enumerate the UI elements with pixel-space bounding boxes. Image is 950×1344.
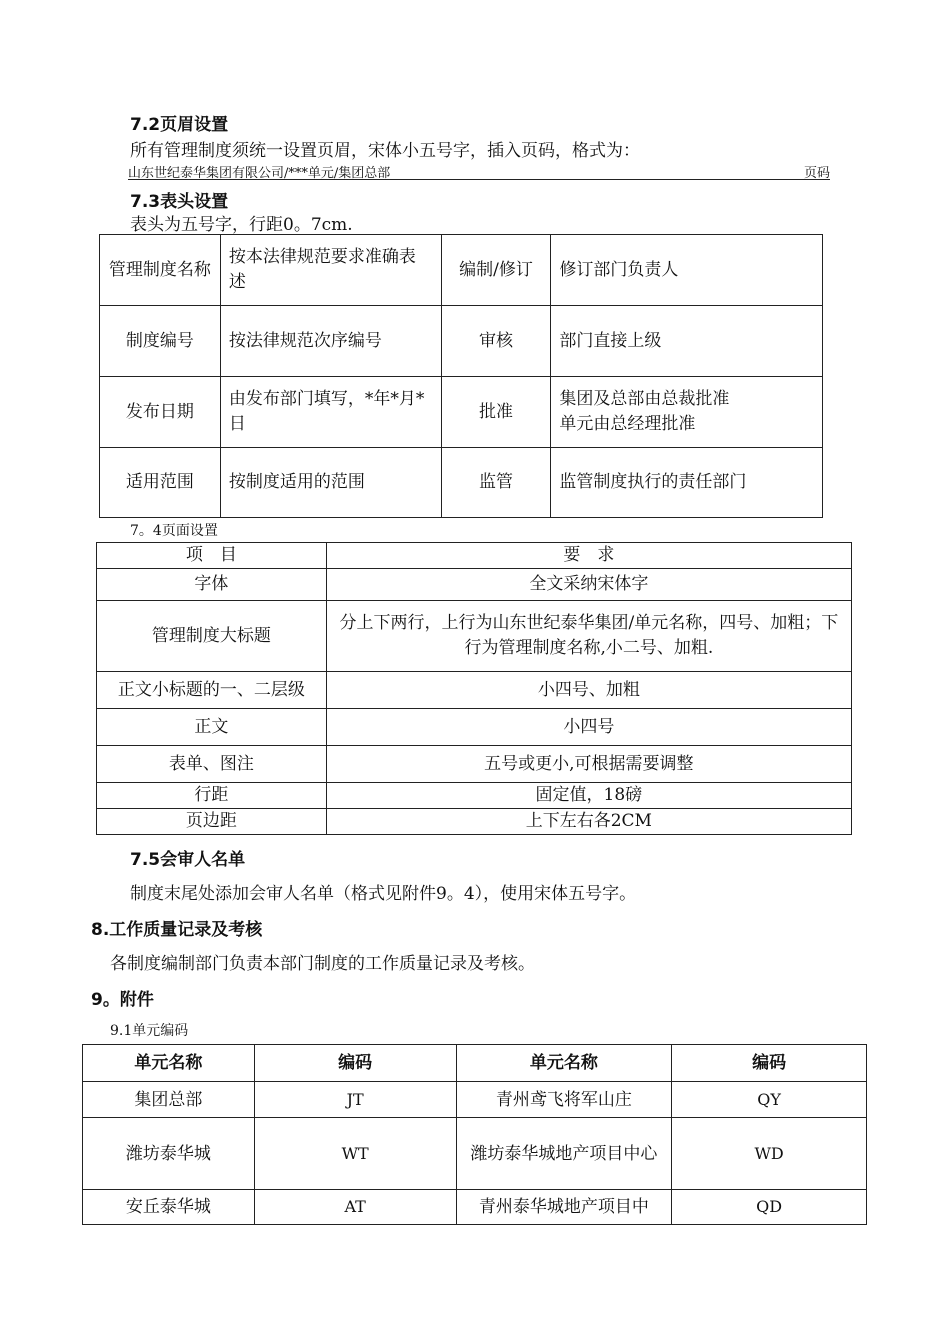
table-cell: 审核 (441, 306, 551, 377)
table-row (97, 672, 852, 709)
table-cell: 按本法律规范要求准确表述 (220, 235, 441, 306)
table-cell: 全文采纳宋体字 (326, 569, 851, 601)
table-cell: AT (254, 1190, 456, 1225)
table-cell: 按法律规范次序编号 (220, 306, 441, 377)
table-cell: 青州鸢飞将军山庄 (456, 1082, 672, 1118)
table-header-row (97, 543, 852, 569)
table-cell: 部门直接上级 (551, 306, 823, 377)
section-9-1-title: 9.1单元编码 (110, 1023, 189, 1039)
table-cell: 字体 (97, 569, 327, 601)
table-cell: 修订部门负责人 (551, 235, 823, 306)
table-cell: JT (254, 1082, 456, 1118)
table-row (83, 1118, 867, 1190)
section-7-2-title: 7.2页眉设置 (130, 115, 229, 135)
table-cell: 批准 (441, 377, 551, 448)
section-8-title: 8.工作质量记录及考核 (91, 920, 263, 940)
table-row (97, 783, 852, 809)
table-cell: QY (672, 1082, 867, 1118)
header-example-left: 山东世纪泰华集团有限公司/***单元/集团总部 (128, 166, 391, 181)
table-header-cell: 编码 (672, 1045, 867, 1082)
table-header-cell: 单元名称 (456, 1045, 672, 1082)
table-cell: 小四号 (326, 709, 851, 746)
section-7-4-title: 7。4页面设置 (130, 523, 218, 539)
header-format-table (99, 234, 823, 518)
header-example-right: 页码 (803, 166, 830, 181)
table-row (97, 746, 852, 783)
table-cell: 制度编号 (100, 306, 221, 377)
table-row (97, 601, 852, 672)
table-row (83, 1190, 867, 1225)
table-cell: 由发布部门填写，*年*月*日 (220, 377, 441, 448)
table-header-cell: 要 求 (326, 543, 851, 569)
section-7-5-body: 制度末尾处添加会审人名单（格式见附件9。4），使用宋体五号字。 (130, 884, 637, 904)
table-row (97, 809, 852, 835)
section-7-3-title: 7.3表头设置 (130, 192, 229, 212)
table-cell: QD (672, 1190, 867, 1225)
section-9-title: 9。附件 (91, 990, 154, 1010)
table-cell: 潍坊泰华城 (83, 1118, 255, 1190)
table-cell: 固定值，18磅 (326, 783, 851, 809)
table-row (97, 569, 852, 601)
table-cell: 集团总部 (83, 1082, 255, 1118)
table-cell: 正文小标题的一、二层级 (97, 672, 327, 709)
section-7-2-body: 所有管理制度须统一设置页眉，宋体小五号字，插入页码，格式为： (130, 141, 640, 161)
unit-code-table (82, 1044, 867, 1225)
table-cell: 表单、图注 (97, 746, 327, 783)
header-example (128, 161, 830, 180)
table-cell: 页边距 (97, 809, 327, 835)
page-setup-table (96, 542, 852, 835)
table-row (83, 1082, 867, 1118)
table-cell: 潍坊泰华城地产项目中心 (456, 1118, 672, 1190)
table-header-cell: 编码 (254, 1045, 456, 1082)
table-cell: 小四号、加粗 (326, 672, 851, 709)
table-cell: 五号或更小,可根据需要调整 (326, 746, 851, 783)
section-8-body: 各制度编制部门负责本部门制度的工作质量记录及考核。 (110, 954, 535, 974)
table-cell: 管理制度大标题 (97, 601, 327, 672)
section-7-3-body: 表头为五号字，行距0。7cm. (130, 215, 353, 235)
table-cell: WD (672, 1118, 867, 1190)
table-header-cell: 项 目 (97, 543, 327, 569)
table-cell: 上下左右各2CM (326, 809, 851, 835)
table-cell: WT (254, 1118, 456, 1190)
table-cell: 分上下两行，上行为山东世纪泰华集团/单元名称，四号、加粗；下行为管理制度名称,小二号、加粗. (326, 601, 851, 672)
table-cell: 安丘泰华城 (83, 1190, 255, 1225)
table-cell: 按制度适用的范围 (220, 448, 441, 518)
table-cell: 编制/修订 (441, 235, 551, 306)
table-cell: 行距 (97, 783, 327, 809)
table-header-row (83, 1045, 867, 1082)
table-cell: 集团及总部由总裁批准 单元由总经理批准 (551, 377, 823, 448)
table-row (97, 709, 852, 746)
table-row (100, 306, 823, 377)
table-cell: 发布日期 (100, 377, 221, 448)
table-cell: 监管制度执行的责任部门 (551, 448, 823, 518)
table-row (100, 377, 823, 448)
table-cell: 正文 (97, 709, 327, 746)
table-cell: 青州泰华城地产项目中 (456, 1190, 672, 1225)
table-cell: 监管 (441, 448, 551, 518)
table-header-cell: 单元名称 (83, 1045, 255, 1082)
section-7-5-title: 7.5会审人名单 (130, 850, 246, 870)
table-cell: 管理制度名称 (100, 235, 221, 306)
table-row (100, 448, 823, 518)
table-cell: 适用范围 (100, 448, 221, 518)
table-row (100, 235, 823, 306)
